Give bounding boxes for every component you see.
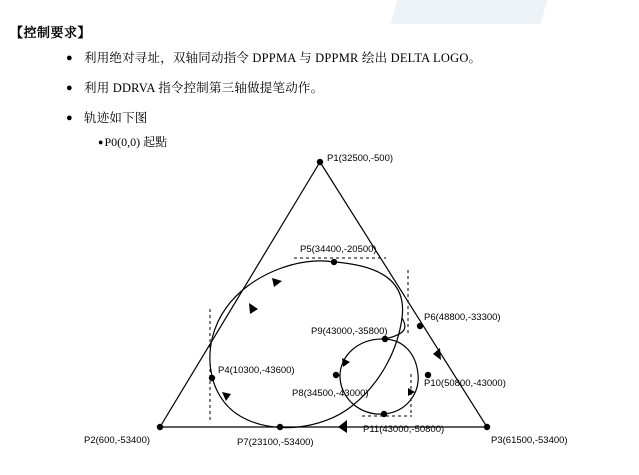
point-label-p1: P1(32500,-500) [327, 153, 394, 164]
point-label-p10: P10(50800,-43000) [424, 378, 506, 389]
bullet-marker-icon: ● [66, 82, 73, 94]
point-label-p7: P7(23100,-53400) [237, 437, 314, 448]
point-label-p9: P9(43000,-35800) [311, 326, 388, 337]
bullet-marker-icon: ● [66, 112, 73, 124]
main-curve [210, 261, 403, 428]
point-labels [84, 153, 568, 448]
point-label-p6: P6(48800,-33300) [424, 312, 501, 323]
list-item [66, 80, 586, 96]
bullet-marker-icon: ● [98, 137, 104, 147]
point-label-p3: P3(61500,-53400) [491, 435, 568, 446]
point-label-p4: P4(10300,-43600) [218, 365, 295, 376]
point-label-p11: P11(43000,-50800) [363, 424, 445, 435]
list-item [66, 110, 586, 126]
list-item-label: 利用 DDRVA 指令控制第三轴做提笔动作。 [84, 81, 324, 95]
list-item-label: 轨迹如下图 [84, 111, 148, 125]
point-label-p8: P8(34500,-43000) [292, 388, 369, 399]
page-title: 【控制要求】 [10, 25, 92, 40]
list-item [66, 50, 586, 66]
point-label-p2: P2(600,-53400) [84, 435, 151, 446]
trajectory-figure [0, 148, 639, 475]
bullet-marker-icon: ● [66, 52, 73, 64]
watermark-shape [391, 0, 556, 24]
point-label-p5: P5(34400,-20500) [300, 244, 377, 255]
requirements-list [66, 50, 586, 140]
start-point-label: P0(0,0) 起點 [104, 135, 168, 149]
list-item-label: 利用绝对寻址，双轴同动指令 DPPMA 与 DPPMR 绘出 DELTA LOGO。 [84, 51, 482, 65]
